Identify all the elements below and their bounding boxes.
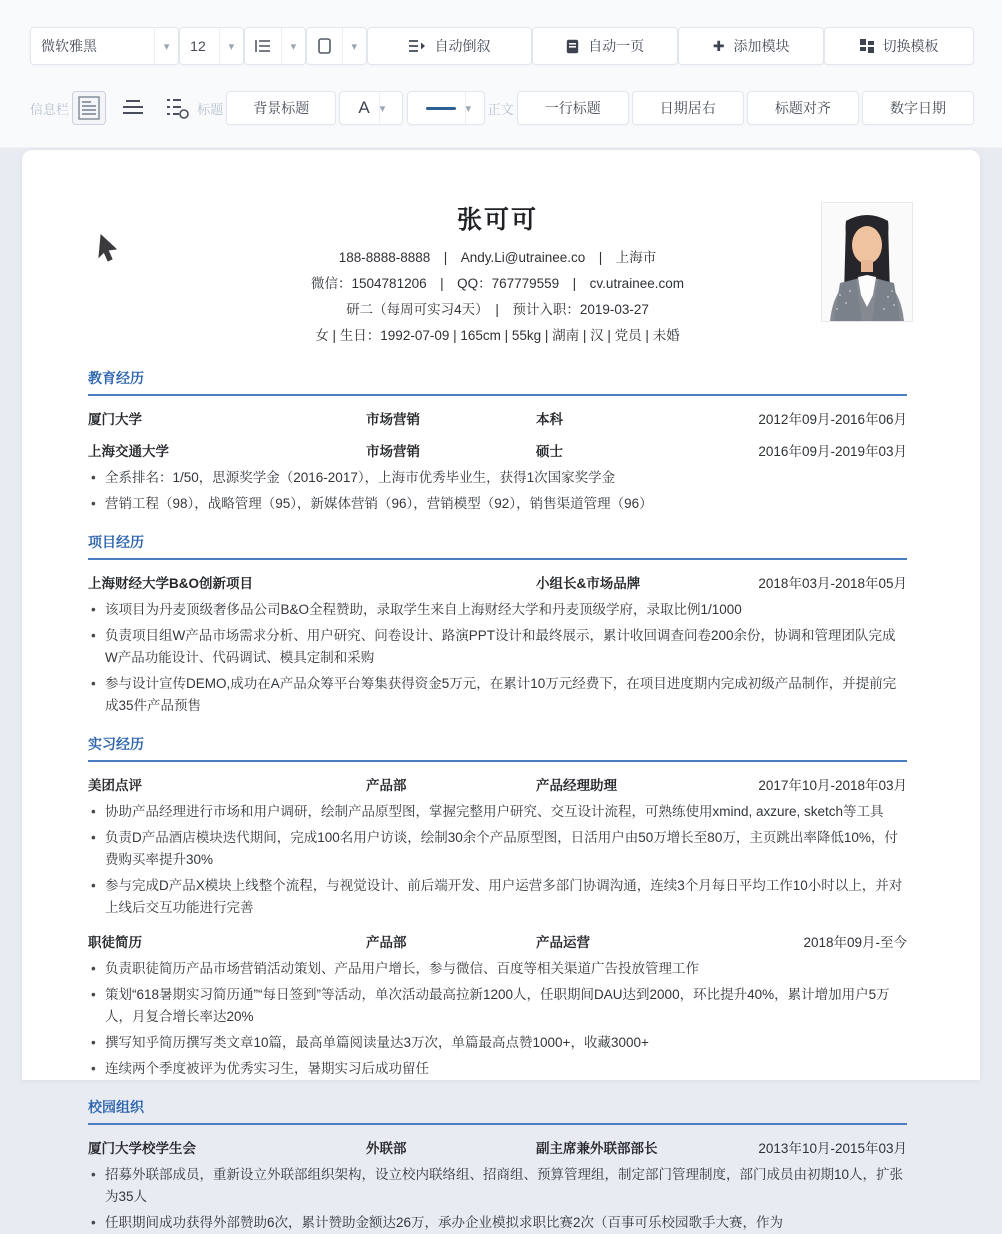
plus-icon: ✚ — [712, 37, 725, 54]
entry-role: 本科 — [536, 412, 563, 427]
bullet-item[interactable]: • 参与完成D产品X模块上线整个流程，与视觉设计、前后端开发、用户运营多部门协调沟通，连续3个月每日平均工作10小时以上，并对上线后交互功能进行完善 — [88, 875, 907, 919]
auto-one-page-label: 自动一页 — [588, 38, 645, 54]
toolbar-row-1 — [30, 26, 974, 66]
resume-page — [22, 150, 980, 1230]
font-family-select[interactable] — [30, 27, 179, 65]
entry-org: 美团点评 — [88, 778, 142, 793]
info-bar-label: 信息栏 — [30, 101, 70, 117]
entry-header[interactable] — [88, 440, 907, 460]
contact-line[interactable]: 188-8888-8888 | Andy.Li@utrainee.co | 上海市 — [338, 250, 657, 265]
entry-date: 2018年09月-至今 — [803, 935, 907, 950]
entry-org: 职徒简历 — [88, 935, 142, 950]
date-right-label: 日期居右 — [659, 100, 716, 116]
chevron-down-icon[interactable]: ▾ — [342, 28, 366, 64]
bullet-item[interactable]: • 参与设计宣传DEMO,成功在A产品众筹平台筹集获得资金5万元，在累计10万元经费下，在项目进度期内完成初级产品制作，并提前完成35件产品预售 — [88, 673, 907, 717]
section-title[interactable]: 教育经历 — [88, 370, 144, 386]
one-line-title-label: 一行标题 — [544, 100, 601, 116]
entry-role: 硕士 — [536, 444, 563, 459]
entry-org: 上海交通大学 — [88, 444, 169, 459]
entry-dept: 外联部 — [366, 1141, 407, 1156]
bullet-item[interactable]: • 连续两个季度被评为优秀实习生，暑期实习后成功留任 — [88, 1058, 907, 1080]
numeric-date-label: 数字日期 — [889, 100, 946, 116]
bullet-item[interactable]: • 协助产品经理进行市场和用户调研，绘制产品原型图，掌握完整用户研究、交互设计流程，可熟练使用xmind, axzure, sketch等工具 — [88, 801, 907, 823]
one-line-title-button[interactable] — [517, 91, 629, 125]
entry-header[interactable] — [88, 572, 907, 592]
section-divider — [88, 1123, 907, 1125]
entry-date: 2018年03月-2018年05月 — [758, 576, 907, 591]
page-margin-select[interactable] — [306, 27, 367, 65]
title-align-button[interactable] — [747, 91, 859, 125]
font-color-glyph: A — [358, 98, 370, 117]
auto-one-page-button[interactable] — [532, 27, 678, 65]
chevron-down-icon[interactable]: ▾ — [465, 92, 472, 124]
bullet-item[interactable]: • 任职期间成功获得外部赞助6次，累计赞助金额达26万，承办企业模拟求职比赛2次（百事可乐校园歌手大赛，作为 — [88, 1212, 907, 1234]
entry-org: 厦门大学 — [88, 412, 142, 427]
bullet-item[interactable]: • 招募外联部成员，重新设立外联部组织架构，设立校内联络组、招商组、预算管理组，制定部门管理制度，部门成员由初期10人，扩张为35人 — [88, 1164, 907, 1208]
numeric-date-button[interactable] — [862, 91, 974, 125]
switch-template-button[interactable] — [824, 27, 974, 65]
entry-org: 上海财经大学B&O创新项目 — [88, 576, 253, 591]
section-divider — [88, 760, 907, 762]
font-family-value: 微软雅黑 — [41, 38, 97, 54]
entry-role: 产品经理助理 — [536, 778, 617, 793]
background-title-label: 背景标题 — [253, 100, 310, 116]
editor-toolbar — [0, 0, 1002, 148]
info-bar-layout-group — [72, 91, 194, 125]
bullet-item[interactable]: • 全系排名：1/50，思源奖学金（2016-2017），上海市优秀毕业生，获得1次国家奖学金 — [88, 467, 907, 489]
entry-dept: 市场营销 — [366, 412, 420, 427]
switch-template-icon — [860, 39, 874, 53]
date-right-button[interactable] — [632, 91, 744, 125]
body-style-label: 正文 — [487, 101, 514, 117]
entry-header[interactable] — [88, 1137, 907, 1157]
bullet-item[interactable]: • 负责项目组W产品市场需求分析、用户研究、问卷设计、路演PPT设计和最终展示，累计收回调查问卷200余份，协调和管理团队完成W产品功能设计、代码调试、模具定制和采购 — [88, 625, 907, 669]
entry-date: 2016年09月-2019年03月 — [758, 444, 907, 459]
section-title[interactable]: 项目经历 — [88, 534, 144, 550]
bullet-item[interactable]: • 负责D产品酒店模块迭代期间，完成100名用户访谈，绘制30余个产品原型图，日活用户由50万增长至80万，主页跳出率降低10%，付费购买率提升30% — [88, 827, 907, 871]
bullet-item[interactable]: • 该项目为丹麦顶级奢侈品公司B&O全程赞助，录取学生来自上海财经大学和丹麦顶级学府，录取比例1/1000 — [88, 599, 907, 621]
entry-header[interactable] — [88, 931, 907, 951]
font-size-select[interactable] — [179, 27, 244, 65]
section-internships — [88, 734, 907, 1080]
chevron-down-icon[interactable]: ▾ — [379, 92, 386, 124]
entry-role: 产品运营 — [536, 935, 590, 950]
entry-dept: 产品部 — [366, 935, 407, 950]
bullet-item[interactable]: • 策划“618暑期实习简历通”“每日签到”等活动，单次活动最高拉新1200人，任职期间DAU达到2000，环比提升40%，累计增加用户5万人，月复合增长率达20% — [88, 984, 907, 1028]
line-spacing-icon — [245, 39, 281, 53]
section-projects — [88, 532, 907, 717]
line-color-swatch — [426, 107, 456, 110]
layout-left-list-icon[interactable] — [72, 91, 106, 125]
page-margin-icon — [307, 38, 342, 54]
contact-line[interactable]: 微信：1504781206 | QQ：767779559 | cv.utrainee.com — [311, 276, 684, 291]
auto-order-button[interactable] — [367, 27, 533, 65]
entry-dept: 产品部 — [366, 778, 407, 793]
bullet-item[interactable]: • 撰写知乎简历撰写类文章10篇，最高单篇阅读量达3万次，单篇最高点赞1000+，收藏3000+ — [88, 1032, 907, 1054]
chevron-down-icon[interactable]: ▾ — [219, 28, 243, 64]
section-divider — [88, 558, 907, 560]
line-color-button[interactable] — [407, 91, 485, 125]
entry-date: 2017年10月-2018年03月 — [758, 778, 907, 793]
candidate-name[interactable]: 张可可 — [456, 206, 538, 234]
entry-date: 2013年10月-2015年03月 — [758, 1141, 907, 1156]
auto-order-icon — [409, 39, 426, 53]
chevron-down-icon[interactable]: ▾ — [154, 28, 178, 64]
contact-line[interactable]: 研二（每周可实习4天） | 预计入职：2019-03-27 — [346, 302, 649, 317]
title-style-label: 标题 — [197, 101, 224, 117]
entry-header[interactable] — [88, 408, 907, 428]
entry-header[interactable] — [88, 774, 907, 794]
layout-with-photo-icon[interactable] — [160, 91, 194, 125]
layout-centered-icon[interactable] — [116, 91, 150, 125]
section-title[interactable]: 实习经历 — [88, 736, 144, 752]
add-module-button[interactable] — [678, 27, 824, 65]
section-education — [88, 368, 907, 515]
entry-role: 副主席兼外联部部长 — [536, 1141, 658, 1156]
chevron-down-icon[interactable]: ▾ — [281, 28, 305, 64]
contact-line[interactable]: 女 | 生日：1992-07-09 | 165cm | 55kg | 湖南 | 汉 | 党员 | 未婚 — [315, 328, 680, 343]
entry-date: 2012年09月-2016年06月 — [758, 412, 907, 427]
resume-header — [88, 200, 907, 349]
bullet-item[interactable]: • 负责职徒简历产品市场营销活动策划、产品用户增长，参与微信、百度等相关渠道广告投放管理工作 — [88, 958, 907, 980]
toolbar-row-2 — [30, 90, 974, 126]
auto-one-page-icon — [566, 39, 579, 54]
font-color-button[interactable] — [339, 91, 403, 125]
title-align-label: 标题对齐 — [774, 100, 831, 116]
entry-role: 小组长&市场品牌 — [536, 576, 641, 591]
section-divider — [88, 394, 907, 396]
profile-photo[interactable] — [821, 202, 913, 322]
bullet-item[interactable]: • 营销工程（98），战略管理（95），新媒体营销（96），营销模型（92），销售渠道管理（96） — [88, 493, 907, 515]
auto-order-label: 自动倒叙 — [434, 38, 491, 54]
section-title[interactable]: 校园组织 — [88, 1099, 144, 1115]
font-size-value: 12 — [190, 38, 206, 54]
background-title-button[interactable] — [226, 91, 336, 125]
entry-dept: 市场营销 — [366, 444, 420, 459]
add-module-label: 添加模块 — [733, 38, 790, 54]
entry-org: 厦门大学校学生会 — [88, 1141, 196, 1156]
line-spacing-select[interactable] — [244, 27, 306, 65]
switch-template-label: 切换模板 — [882, 38, 939, 54]
section-campus — [88, 1097, 907, 1234]
